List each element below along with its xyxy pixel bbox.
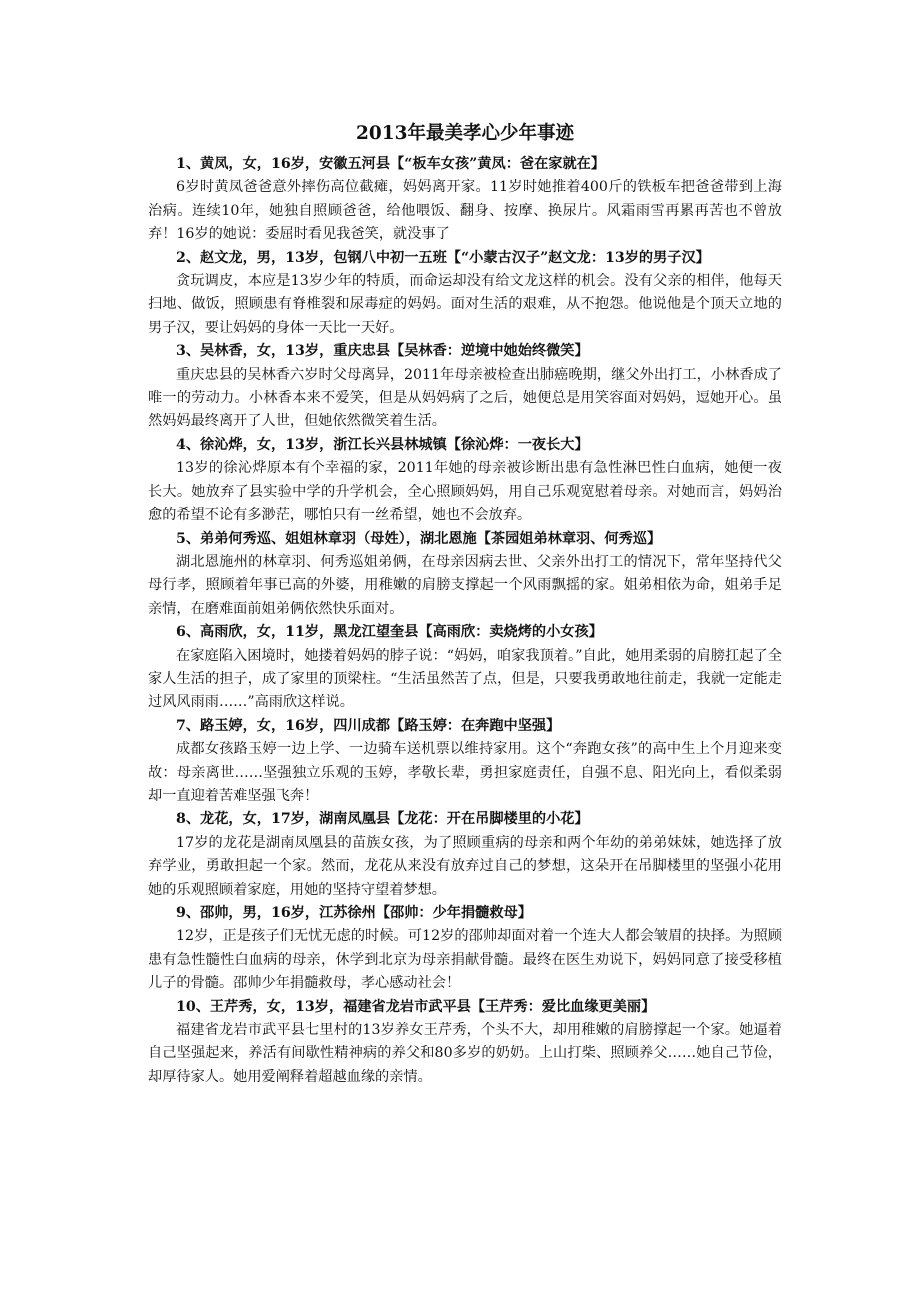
entry-body: 6岁时黄凤爸爸意外摔伤高位截瘫，妈妈离开家。11岁时她推着400斤的铁板车把爸爸带到上海治病。连续10年，她独自照顾爸爸，给他喂饭、翻身、按摩、换尿片。风霜雨雪再累再苦也不曾放弃！16岁的她说：委屈时看见我爸笑，就没事了 bbox=[148, 179, 782, 243]
entry-8 bbox=[148, 808, 782, 902]
entry-heading: 5、弟弟何秀巡、姐姐林章羽（母姓），湖北恩施【茶园姐弟林章羽、何秀巡】 bbox=[176, 530, 662, 547]
entry-body: 福建省龙岩市武平县七里村的13岁养女王芹秀，个头不大，却用稚嫩的肩膀撑起一个家。她逼着自己坚强起来，养活有间歇性精神病的养父和80多岁的奶奶。上山打柴、照顾养父……她自己节俭，却厚待家人。她用爱阐释着超越血缘的亲情。 bbox=[148, 1022, 782, 1085]
entry-body: 成都女孩路玉婷一边上学、一边骑车送机票以维持家用。这个“奔跑女孩”的高中生上个月迎来变故：母亲离世……坚强独立乐观的玉婷，孝敬长辈，勇担家庭责任，自强不息、阳光向上，看似柔弱却一直迎着苦难坚强飞奔！ bbox=[148, 741, 782, 804]
entry-heading: 9、邵帅，男，16岁，江苏徐州【邵帅：少年捐髓救母】 bbox=[176, 905, 532, 921]
entry-5 bbox=[148, 528, 782, 622]
entry-10 bbox=[148, 996, 782, 1090]
entry-body: 12岁，正是孩子们无忧无虑的时候。可12岁的邵帅却面对着一个连大人都会皱眉的抉择。为照顾患有急性髓性白血病的母亲，休学到北京为母亲捐献骨髓。最终在医生劝说下，妈妈同意了接受移植儿子的骨髓。邵帅少年捐髓救母，孝心感动社会！ bbox=[148, 928, 782, 992]
entry-heading: 6、高雨欣，女，11岁，黑龙江望奎县【高雨欣：卖烧烤的小女孩】 bbox=[176, 624, 603, 641]
entry-body: 13岁的徐沁烨原本有个幸福的家，2011年她的母亲被诊断出患有急性淋巴性白血病，她便一夜长大。她放弃了县实验中学的升学机会，全心照顾妈妈，用自己乐观宽慰着母亲。对她而言，妈妈治愈的希望不论有多渺茫，哪怕只有一丝希望，她也不会放弃。 bbox=[148, 460, 782, 524]
entry-3 bbox=[148, 340, 782, 434]
entry-4 bbox=[148, 434, 782, 528]
entry-7 bbox=[148, 715, 782, 809]
entry-body: 贪玩调皮，本应是13岁少年的特质，而命运却没有给文龙这样的机会。没有父亲的相伴，他每天扫地、做饭，照顾患有脊椎裂和尿毒症的妈妈。面对生活的艰难，从不抱怨。他说他是个顶天立地的男子汉，要让妈妈的身体一天比一天好。 bbox=[148, 273, 782, 336]
entry-body: 重庆忠县的吴林香六岁时父母离异，2011年母亲被检查出肺癌晚期，继父外出打工，小林香成了唯一的劳动力。小林香本来不爱笑，但是从妈妈病了之后，她便总是用笑容面对妈妈，逗她开心。虽然妈妈最终离开了人世，但她依然微笑着生活。 bbox=[148, 366, 782, 430]
entry-heading: 7、路玉婷，女，16岁，四川成都【路玉婷：在奔跑中坚强】 bbox=[176, 717, 561, 734]
entry-heading: 1、黄凤，女，16岁，安徽五河县【“板车女孩”黄凤：爸在家就在】 bbox=[176, 156, 606, 172]
entry-heading: 4、徐沁烨，女，13岁，浙江长兴县林城镇【徐沁烨：一夜长大】 bbox=[176, 436, 589, 453]
entry-heading: 8、龙花，女，17岁，湖南凤凰县【龙花：开在吊脚楼里的小花】 bbox=[176, 811, 589, 828]
entry-heading: 3、吴林香，女，13岁，重庆忠县【吴林香：逆境中她始终微笑】 bbox=[176, 343, 589, 360]
entry-heading: 10、王芹秀，女，13岁，福建省龙岩市武平县【王芹秀：爱比血缘更美丽】 bbox=[176, 998, 656, 1015]
entry-body: 17岁的龙花是湖南凤凰县的苗族女孩，为了照顾重病的母亲和两个年幼的弟弟妹妹，她选择了放弃学业，勇敢担起一个家。然而，龙花从来没有放弃过自己的梦想，这朵开在吊脚楼里的坚强小花用她的乐观照顾着家庭，用她的坚持守望着梦想。 bbox=[148, 834, 782, 898]
entry-6 bbox=[148, 621, 782, 715]
entry-2 bbox=[148, 247, 782, 341]
entry-heading: 2、赵文龙，男，13岁，包钢八中初一五班【“小蒙古汉子”赵文龙：13岁的男子汉】 bbox=[176, 249, 710, 266]
entry-1 bbox=[148, 153, 782, 247]
document-content bbox=[148, 119, 782, 1089]
entry-body: 湖北恩施州的林章羽、何秀巡姐弟俩，在母亲因病去世、父亲外出打工的情况下，常年坚持代父母行孝，照顾着年事已高的外婆，用稚嫩的肩膀支撑起一个风雨飘摇的家。姐弟相依为命，姐弟手足亲情，在磨难面前姐弟俩依然快乐面对。 bbox=[148, 553, 782, 617]
document-title: 2013年最美孝心少年事迹 bbox=[356, 123, 574, 144]
entry-body: 在家庭陷入困境时，她搂着妈妈的脖子说：“妈妈，咱家我顶着。”自此，她用柔弱的肩膀扛起了全家人生活的担子，成了家里的顶梁柱。“生活虽然苦了点，但是，只要我勇敢地往前走，我就一定能走过风风雨雨……”高雨欣这样说。 bbox=[148, 647, 782, 711]
entry-9 bbox=[148, 902, 782, 996]
